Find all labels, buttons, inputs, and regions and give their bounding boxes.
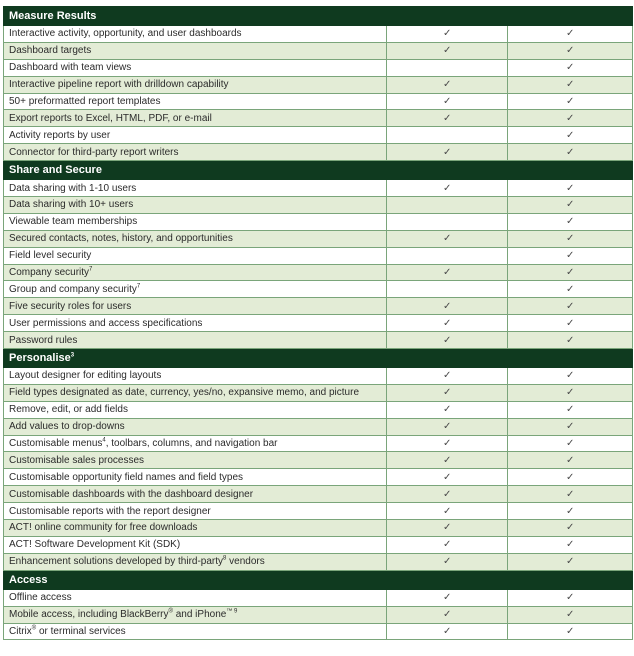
edition-b-check: ✓ <box>508 401 633 418</box>
feature-label: Citrix <box>9 625 32 637</box>
feature-cell <box>4 401 387 418</box>
feature-cell <box>4 536 387 553</box>
feature-label: Company security <box>9 267 90 279</box>
footnote-ref: 7 <box>89 266 93 273</box>
edition-b-check: ✓ <box>508 435 633 452</box>
table-row <box>4 26 633 43</box>
table-row <box>4 486 633 503</box>
table-row <box>4 197 633 214</box>
table-row <box>4 59 633 76</box>
section-header <box>4 161 633 180</box>
table-row <box>4 589 633 606</box>
table-row <box>4 368 633 385</box>
table-row <box>4 144 633 161</box>
table-row <box>4 110 633 127</box>
feature-label: Data sharing with 1-10 users <box>9 182 137 194</box>
section-header <box>4 349 633 368</box>
edition-a-check: ✓ <box>386 520 508 537</box>
feature-label: User permissions and access specifications <box>9 317 203 329</box>
section-header <box>4 570 633 589</box>
edition-a-check <box>386 197 508 214</box>
table-row <box>4 401 633 418</box>
edition-a-check: ✓ <box>386 76 508 93</box>
section-title: Measure Results <box>9 10 97 22</box>
feature-label: Customisable sales processes <box>9 454 145 466</box>
feature-label: Customisable dashboards with the dashboard designer <box>9 488 254 500</box>
feature-cell <box>4 298 387 315</box>
footnote-ref: ® <box>31 625 37 632</box>
edition-b-check: ✓ <box>508 553 633 570</box>
table-row <box>4 606 633 623</box>
edition-a-check: ✓ <box>386 42 508 59</box>
edition-b-check: ✓ <box>508 536 633 553</box>
edition-b-check: ✓ <box>508 469 633 486</box>
edition-a-check: ✓ <box>386 536 508 553</box>
feature-cell <box>4 589 387 606</box>
edition-b-check: ✓ <box>508 368 633 385</box>
footnote-ref: 7 <box>136 283 141 290</box>
footnote-ref: 8 <box>223 555 227 562</box>
edition-a-check: ✓ <box>386 486 508 503</box>
edition-a-check: ✓ <box>386 368 508 385</box>
feature-cell <box>4 110 387 127</box>
edition-a-check: ✓ <box>386 298 508 315</box>
table-row <box>4 247 633 264</box>
edition-b-check: ✓ <box>508 144 633 161</box>
feature-label: Add values to drop-downs <box>9 421 125 433</box>
table-body <box>4 7 633 640</box>
feature-cell <box>4 59 387 76</box>
feature-cell <box>4 197 387 214</box>
table-row <box>4 76 633 93</box>
edition-b-check: ✓ <box>508 197 633 214</box>
edition-a-check: ✓ <box>386 332 508 349</box>
feature-cell <box>4 180 387 197</box>
section-header <box>4 7 633 26</box>
edition-a-check: ✓ <box>386 452 508 469</box>
edition-a-check <box>386 213 508 230</box>
edition-a-check: ✓ <box>386 144 508 161</box>
table-row <box>4 230 633 247</box>
feature-label-rest: , toolbars, columns, and navigation bar <box>105 438 278 450</box>
feature-cell <box>4 469 387 486</box>
feature-label: Dashboard targets <box>9 45 92 57</box>
edition-a-check: ✓ <box>386 264 508 281</box>
feature-cell <box>4 452 387 469</box>
edition-a-check: ✓ <box>386 553 508 570</box>
edition-b-check: ✓ <box>508 418 633 435</box>
edition-a-check: ✓ <box>386 110 508 127</box>
feature-label: Group and company security <box>9 283 137 295</box>
edition-b-check: ✓ <box>508 264 633 281</box>
edition-b-check: ✓ <box>508 110 633 127</box>
feature-label: Customisable menus <box>9 438 103 450</box>
feature-cell <box>4 230 387 247</box>
feature-label: Field types designated as date, currency, yes/no, expansive memo, and picture <box>9 387 360 399</box>
feature-label: Mobile access, including BlackBerry <box>9 609 169 621</box>
feature-cell <box>4 127 387 144</box>
table-row <box>4 42 633 59</box>
table-row <box>4 435 633 452</box>
feature-cell <box>4 606 387 623</box>
footnote-ref: 3 <box>70 352 75 359</box>
edition-b-check: ✓ <box>508 230 633 247</box>
feature-label: Layout designer for editing layouts <box>9 370 162 382</box>
table-row <box>4 281 633 298</box>
table-row <box>4 127 633 144</box>
feature-cell <box>4 368 387 385</box>
feature-cell <box>4 384 387 401</box>
feature-label: ACT! Software Development Kit (SDK) <box>9 539 181 551</box>
table-row <box>4 384 633 401</box>
table-row <box>4 180 633 197</box>
section-title: Share and Secure <box>9 164 102 177</box>
feature-cell <box>4 42 387 59</box>
feature-label-rest: vendors <box>226 556 265 568</box>
table-row <box>4 553 633 570</box>
feature-label: Connector for third-party report writers <box>9 146 179 158</box>
feature-label: Interactive pipeline report with drilldown capability <box>9 79 229 91</box>
feature-cell <box>4 486 387 503</box>
feature-label: Password rules <box>9 334 78 346</box>
table-row <box>4 315 633 332</box>
section-title: Personalise <box>9 352 71 365</box>
edition-b-check: ✓ <box>508 93 633 110</box>
feature-label: Export reports to Excel, HTML, PDF, or e-mail <box>9 112 212 124</box>
feature-cell <box>4 332 387 349</box>
table-row <box>4 298 633 315</box>
edition-b-check: ✓ <box>508 298 633 315</box>
feature-cell <box>4 435 387 452</box>
edition-b-check: ✓ <box>508 281 633 298</box>
table-row <box>4 418 633 435</box>
edition-b-check: ✓ <box>508 623 633 640</box>
edition-a-check: ✓ <box>386 315 508 332</box>
edition-b-check: ✓ <box>508 247 633 264</box>
feature-label: Customisable opportunity field names and field types <box>9 471 244 483</box>
feature-cell <box>4 281 387 298</box>
edition-b-check: ✓ <box>508 332 633 349</box>
feature-label: Offline access <box>9 592 72 604</box>
feature-label: Viewable team memberships <box>9 216 138 228</box>
feature-label: Field level security <box>9 250 92 262</box>
edition-a-check <box>386 59 508 76</box>
feature-cell <box>4 247 387 264</box>
table-row <box>4 213 633 230</box>
table-row <box>4 503 633 520</box>
edition-a-check <box>386 281 508 298</box>
edition-a-check: ✓ <box>386 93 508 110</box>
edition-a-check: ✓ <box>386 418 508 435</box>
feature-label: Data sharing with 10+ users <box>9 199 134 211</box>
table-row <box>4 520 633 537</box>
section-title: Access <box>9 573 48 586</box>
edition-b-check: ✓ <box>508 26 633 43</box>
edition-b-check: ✓ <box>508 315 633 332</box>
edition-a-check: ✓ <box>386 180 508 197</box>
edition-b-check: ✓ <box>508 180 633 197</box>
table-row <box>4 536 633 553</box>
footnote-ref: 4 <box>102 437 106 444</box>
feature-cell <box>4 93 387 110</box>
edition-a-check: ✓ <box>386 589 508 606</box>
edition-b-check: ✓ <box>508 520 633 537</box>
feature-label-rest: or terminal services <box>36 625 126 637</box>
edition-b-check: ✓ <box>508 213 633 230</box>
table-row <box>4 452 633 469</box>
edition-b-check: ✓ <box>508 76 633 93</box>
table-row <box>4 264 633 281</box>
edition-b-check: ✓ <box>508 384 633 401</box>
feature-cell <box>4 213 387 230</box>
edition-a-check <box>386 127 508 144</box>
edition-a-check: ✓ <box>386 503 508 520</box>
feature-cell <box>4 553 387 570</box>
feature-cell <box>4 26 387 43</box>
feature-label: Secured contacts, notes, history, and opportunities <box>9 233 233 245</box>
feature-cell <box>4 503 387 520</box>
edition-a-check: ✓ <box>386 623 508 640</box>
edition-a-check: ✓ <box>386 469 508 486</box>
edition-b-check: ✓ <box>508 503 633 520</box>
footnote-ref: ® <box>168 608 173 615</box>
edition-a-check <box>386 247 508 264</box>
feature-label: Remove, edit, or add fields <box>9 404 128 416</box>
feature-label: Enhancement solutions developed by third-party <box>9 556 224 568</box>
feature-label: Activity reports by user <box>9 129 111 141</box>
edition-a-check: ✓ <box>386 26 508 43</box>
feature-cell <box>4 144 387 161</box>
feature-label-rest: and iPhone <box>172 609 227 621</box>
feature-label: Customisable reports with the report designer <box>9 505 211 517</box>
edition-a-check: ✓ <box>386 606 508 623</box>
feature-cell <box>4 264 387 281</box>
footnote-ref: ™ 9 <box>226 608 238 615</box>
table-row <box>4 623 633 640</box>
feature-label: Interactive activity, opportunity, and user dashboards <box>9 28 242 40</box>
feature-cell <box>4 418 387 435</box>
feature-label: ACT! online community for free downloads <box>9 522 198 534</box>
table-row <box>4 332 633 349</box>
edition-a-check: ✓ <box>386 435 508 452</box>
feature-cell <box>4 623 387 640</box>
feature-cell <box>4 520 387 537</box>
feature-label: 50+ preformatted report templates <box>9 96 161 107</box>
edition-a-check: ✓ <box>386 230 508 247</box>
edition-b-check: ✓ <box>508 452 633 469</box>
feature-cell <box>4 315 387 332</box>
edition-b-check: ✓ <box>508 59 633 76</box>
edition-b-check: ✓ <box>508 42 633 59</box>
feature-comparison-table <box>3 6 633 640</box>
edition-b-check: ✓ <box>508 127 633 144</box>
edition-b-check: ✓ <box>508 606 633 623</box>
feature-label: Five security roles for users <box>9 300 132 312</box>
edition-a-check: ✓ <box>386 401 508 418</box>
edition-b-check: ✓ <box>508 486 633 503</box>
table-row <box>4 93 633 110</box>
feature-label: Dashboard with team views <box>9 62 132 74</box>
table-row <box>4 469 633 486</box>
edition-a-check: ✓ <box>386 384 508 401</box>
feature-cell <box>4 76 387 93</box>
edition-b-check: ✓ <box>508 589 633 606</box>
